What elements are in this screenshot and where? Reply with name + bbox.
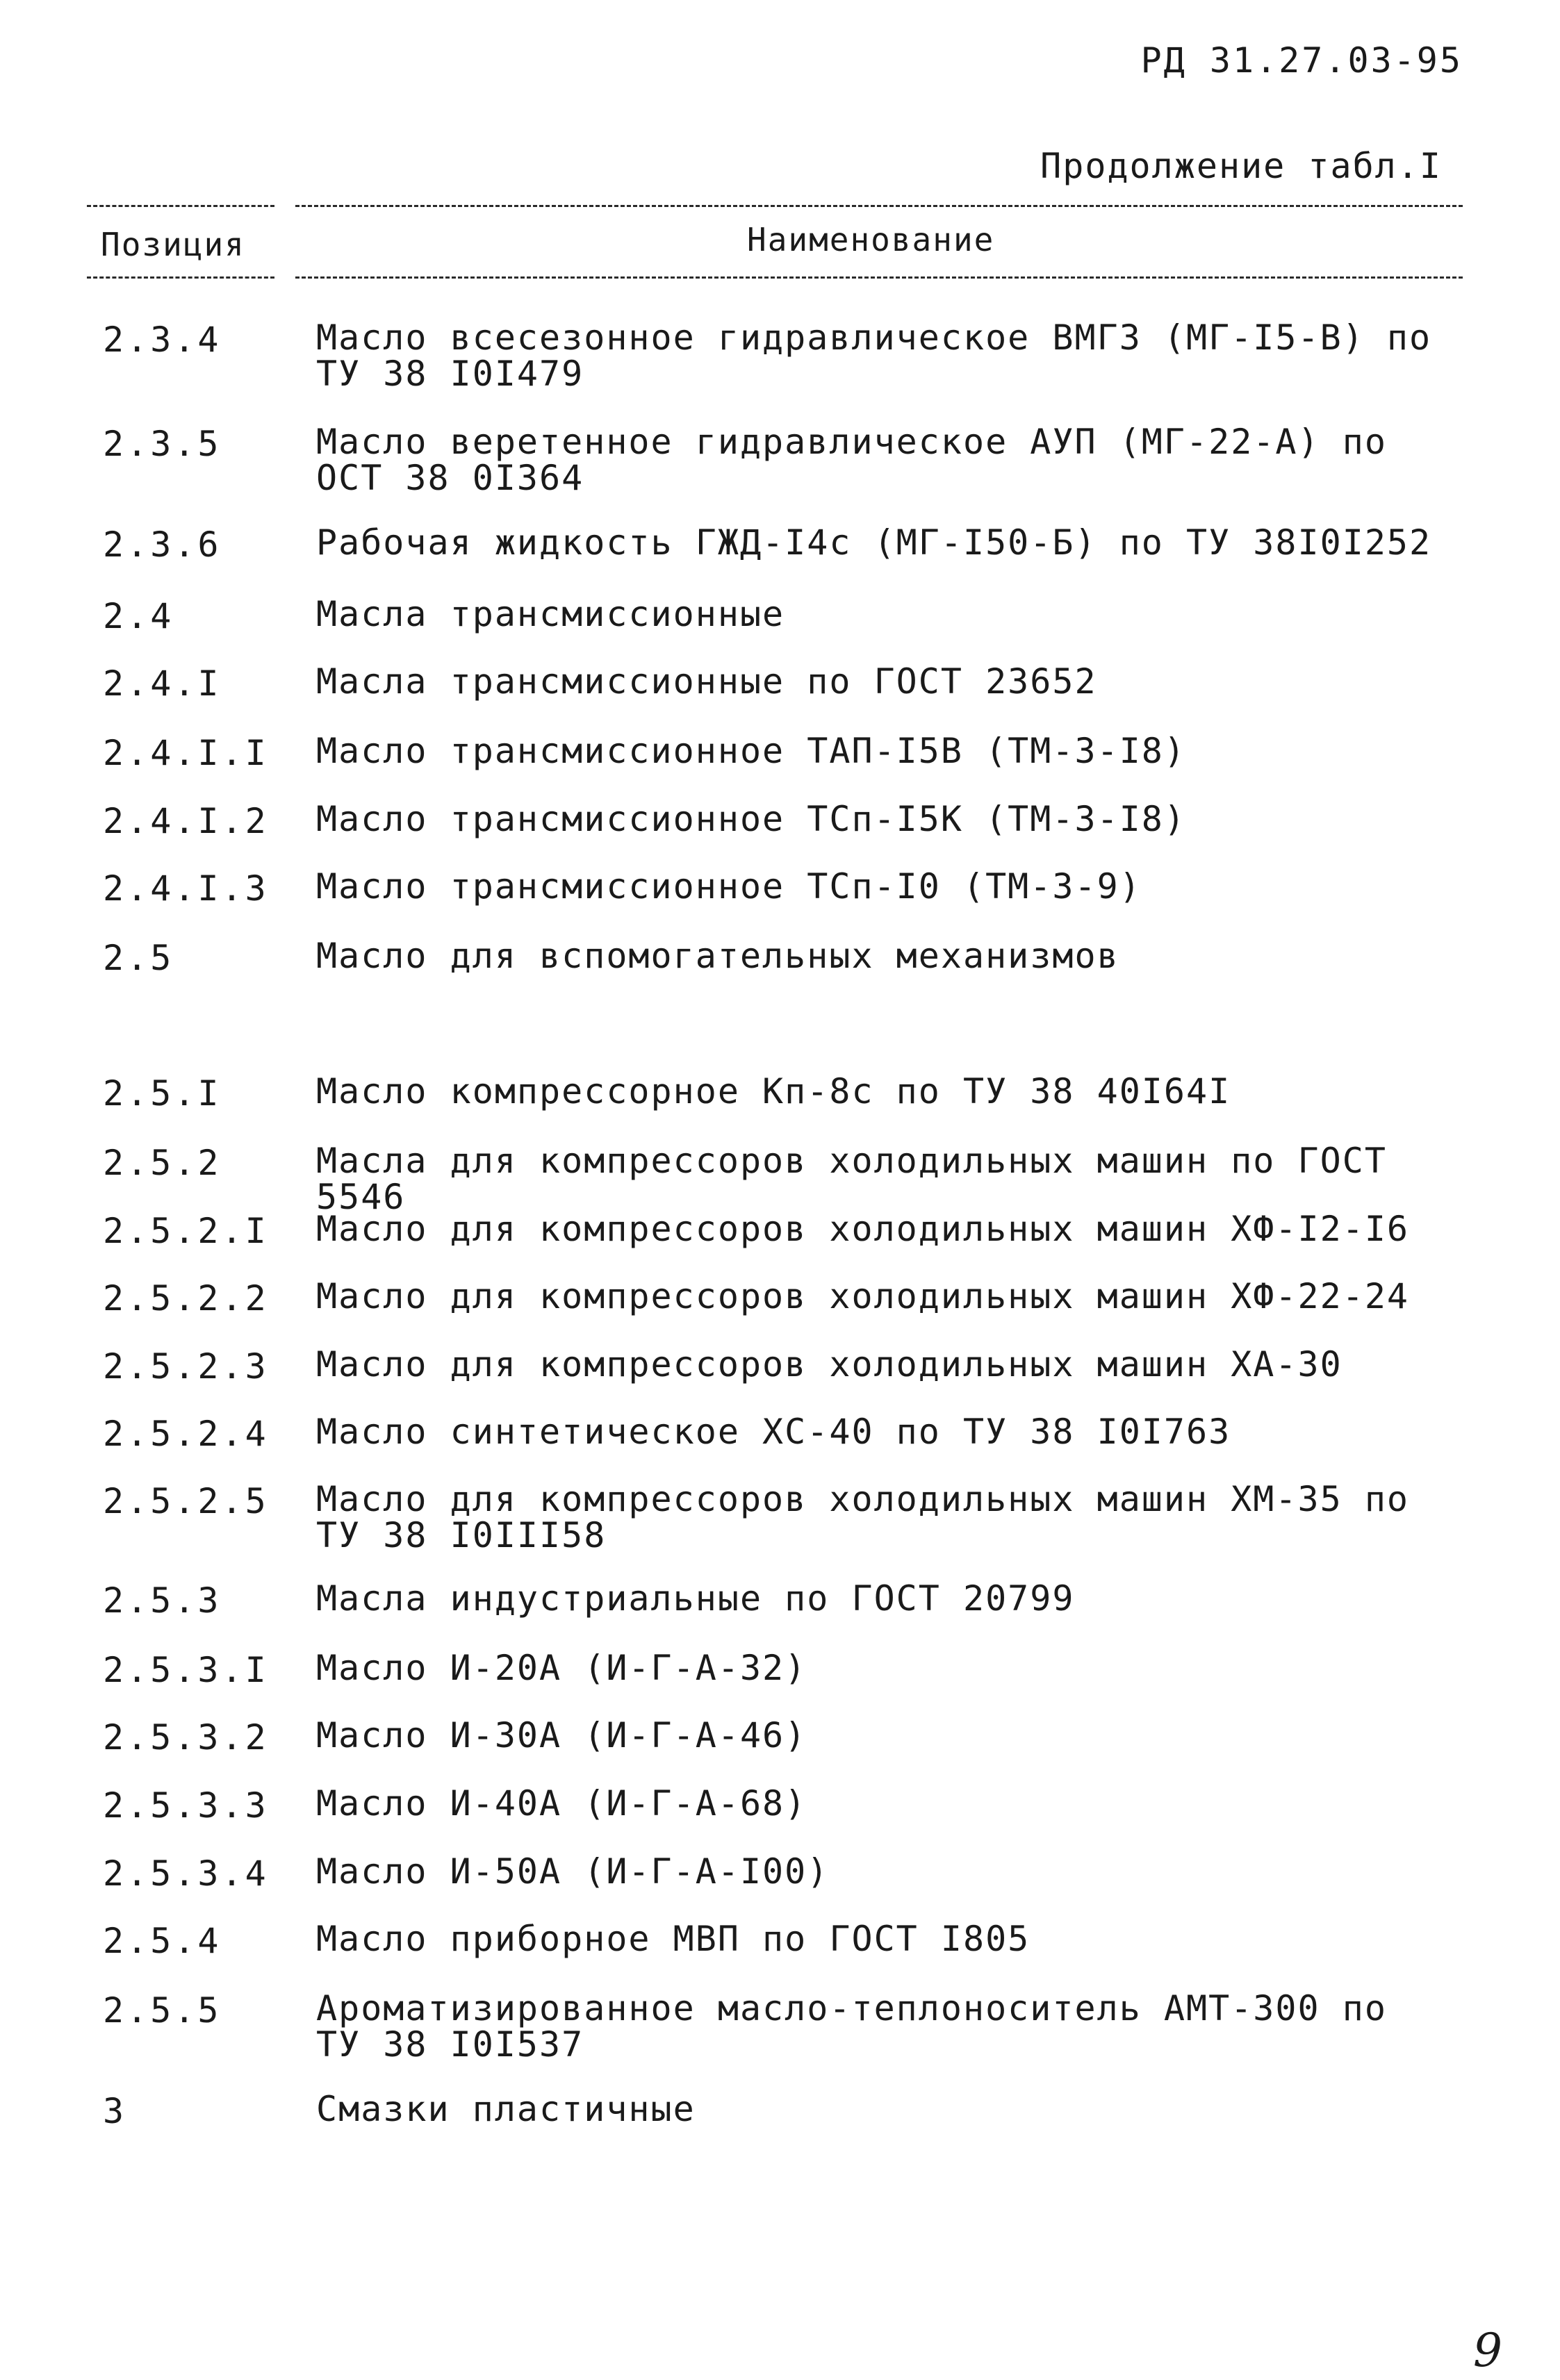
row-position: 2.5.5	[103, 1990, 222, 2031]
row-position: 2.5.3.4	[103, 1853, 269, 1894]
row-name: Масла трансмиссионные по ГОСТ 23652	[316, 661, 1097, 702]
row-position: 2.5.2.2	[103, 1278, 269, 1319]
row-name: Масло для вспомогательных механизмов	[316, 936, 1119, 976]
row-name: Рабочая жидкость ГЖД-I4с (МГ-I50-Б) по ТУ 38I0I252	[316, 522, 1432, 563]
row-name: Масло для компрессоров холодильных машин ХА-30	[316, 1344, 1343, 1385]
row-name: Масло компрессорное Кп-8с по ТУ 38 40I64I	[316, 1071, 1231, 1112]
row-position: 2.5.2	[103, 1143, 222, 1183]
row-position: 2.3.5	[103, 424, 222, 464]
row-position: 2.5.3.3	[103, 1785, 269, 1826]
column-header-position: Позиция	[101, 226, 245, 263]
table-rule-bottom-left	[87, 276, 274, 279]
row-name: Масло И-20А (И-Г-А-32)	[316, 1648, 807, 1688]
row-name: Масло для компрессоров холодильных машин ХМ-35 по ТУ 38 I0III58	[316, 1479, 1410, 1555]
row-name: Ароматизированное масло-теплоноситель АМТ-300 по ТУ 38 I0I537	[316, 1988, 1387, 2065]
document-code: РД 31.27.03-95	[1140, 40, 1463, 81]
row-position: 2.3.6	[103, 524, 222, 565]
row-position: 2.4.I.2	[103, 801, 269, 841]
row-position: 2.5.2.I	[103, 1211, 269, 1251]
row-name: Масло И-40А (И-Г-А-68)	[316, 1783, 807, 1824]
row-name: Масло для компрессоров холодильных машин ХФ-I2-I6	[316, 1209, 1410, 1249]
table-continuation-label: Продолжение табл.I	[1040, 146, 1442, 186]
row-name: Масло для компрессоров холодильных машин ХФ-22-24	[316, 1276, 1410, 1316]
row-name: Масло всесезонное гидравлическое ВМГЗ (МГ-I5-В) по ТУ 38 I0I479	[316, 317, 1432, 394]
row-position: 2.5.2.4	[103, 1414, 269, 1454]
page-number: 9	[1473, 2324, 1502, 2377]
row-position: 2.5.2.5	[103, 1481, 269, 1521]
row-name: Масла индустриальные по ГОСТ 20799	[316, 1578, 1075, 1619]
row-name: Масло приборное МВП по ГОСТ I805	[316, 1919, 1031, 1959]
table-rule-top-right	[295, 205, 1463, 207]
row-position: 2.5.I	[103, 1073, 222, 1114]
row-position: 2.4.I	[103, 663, 222, 704]
row-name: Масла для компрессоров холодильных машин по ГОСТ 5546	[316, 1141, 1387, 1217]
row-position: 2.5.3	[103, 1580, 222, 1621]
row-name: Масло веретенное гидравлическое АУП (МГ-22-А) по ОСТ 38 0I364	[316, 422, 1387, 498]
table-rule-bottom-right	[295, 276, 1463, 279]
table-rule-top-left	[87, 205, 274, 207]
row-name: Масло И-30А (И-Г-А-46)	[316, 1715, 807, 1755]
row-position: 2.5.4	[103, 1921, 222, 1961]
row-position: 2.5.2.3	[103, 1346, 269, 1387]
row-position: 2.5.3.2	[103, 1717, 269, 1758]
row-name: Масло трансмиссионное ТСп-I0 (ТМ-3-9)	[316, 866, 1142, 907]
row-position: 2.4	[103, 596, 174, 636]
row-position: 3	[103, 2091, 127, 2131]
row-name: Масла трансмиссионные	[316, 594, 785, 634]
row-position: 2.4.I.3	[103, 868, 269, 909]
row-name: Смазки пластичные	[316, 2089, 696, 2129]
row-name: Масло трансмиссионное ТАП-I5В (ТМ-3-I8)	[316, 731, 1186, 771]
row-name: Масло И-50А (И-Г-А-I00)	[316, 1851, 830, 1892]
row-position: 2.5	[103, 938, 174, 978]
row-position: 2.4.I.I	[103, 733, 269, 773]
column-header-name: Наименование	[747, 221, 995, 258]
row-name: Масло синтетическое ХС-40 по ТУ 38 I0I763	[316, 1412, 1231, 1452]
row-name: Масло трансмиссионное ТСп-I5К (ТМ-3-I8)	[316, 799, 1186, 839]
row-position: 2.3.4	[103, 320, 222, 360]
row-position: 2.5.3.I	[103, 1650, 269, 1690]
